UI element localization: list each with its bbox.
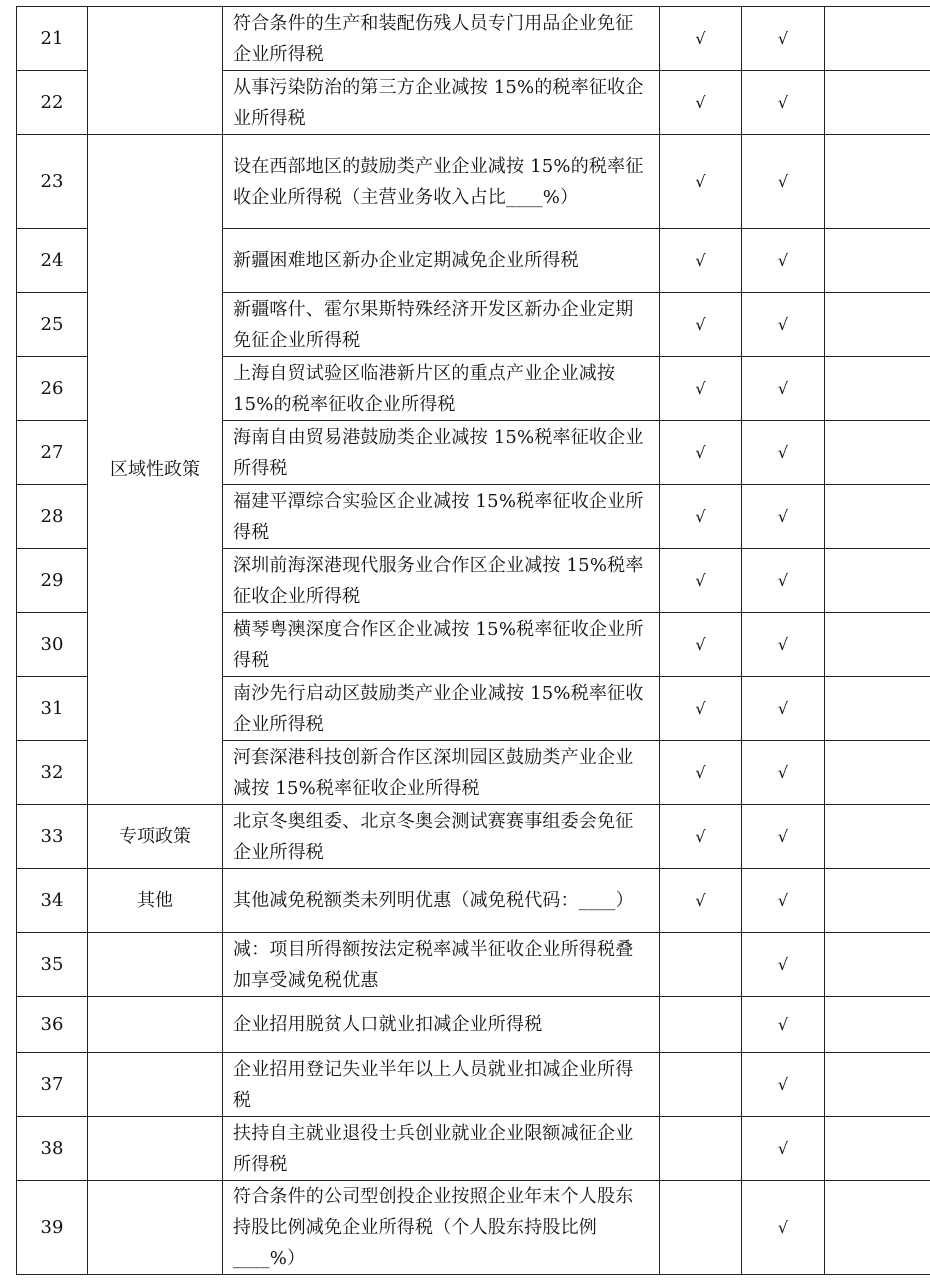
check-cell-1 <box>660 1181 742 1275</box>
check-cell-2 <box>742 1117 825 1181</box>
check-mark-icon: √ <box>777 827 789 846</box>
empty-cell <box>825 421 930 485</box>
row-number: 30 <box>17 613 88 677</box>
check-cell-2 <box>742 869 825 933</box>
check-mark-icon: √ <box>777 1015 789 1034</box>
check-mark-icon: √ <box>777 315 789 334</box>
check-mark-icon: √ <box>777 571 789 590</box>
check-cell-2 <box>742 357 825 421</box>
check-cell-1 <box>660 421 742 485</box>
check-cell-1 <box>660 805 742 869</box>
check-mark-icon: √ <box>777 635 789 654</box>
check-mark-icon: √ <box>777 891 789 910</box>
row-description: 企业招用登记失业半年以上人员就业扣减企业所得税 <box>223 1053 660 1117</box>
empty-cell <box>825 677 930 741</box>
category-cell-empty <box>88 7 223 135</box>
check-cell-2 <box>742 805 825 869</box>
check-mark-icon: √ <box>695 379 706 398</box>
check-mark-icon: √ <box>695 571 706 590</box>
row-number: 28 <box>17 485 88 549</box>
row-description: 符合条件的公司型创投企业按照企业年末个人股东持股比例减免企业所得税（个人股东持股比例____%） <box>223 1181 660 1275</box>
category-cell-empty <box>88 933 223 997</box>
check-mark-icon: √ <box>777 251 789 270</box>
row-number: 31 <box>17 677 88 741</box>
check-cell-2 <box>742 229 825 293</box>
row-description: 深圳前海深港现代服务业合作区企业减按 15%税率征收企业所得税 <box>223 549 660 613</box>
empty-cell <box>825 1181 930 1275</box>
check-mark-icon: √ <box>777 763 789 782</box>
table-row <box>17 7 930 71</box>
category-special: 专项政策 <box>88 805 223 869</box>
check-cell-2 <box>742 677 825 741</box>
empty-cell <box>825 7 930 71</box>
check-cell-1 <box>660 1117 742 1181</box>
row-description: 减：项目所得额按法定税率减半征收企业所得税叠加享受减免税优惠 <box>223 933 660 997</box>
check-cell-1 <box>660 135 742 229</box>
row-number: 26 <box>17 357 88 421</box>
check-mark-icon: √ <box>695 443 706 462</box>
empty-cell <box>825 613 930 677</box>
check-cell-1 <box>660 741 742 805</box>
check-cell-2 <box>742 293 825 357</box>
row-number: 27 <box>17 421 88 485</box>
row-number: 34 <box>17 869 88 933</box>
row-number: 21 <box>17 7 88 71</box>
empty-cell <box>825 869 930 933</box>
table-row <box>17 805 930 869</box>
empty-cell <box>825 357 930 421</box>
check-mark-icon: √ <box>695 827 706 846</box>
row-description: 上海自贸试验区临港新片区的重点产业企业减按 15%的税率征收企业所得税 <box>223 357 660 421</box>
row-description: 扶持自主就业退役士兵创业就业企业限额减征企业所得税 <box>223 1117 660 1181</box>
check-cell-2 <box>742 1181 825 1275</box>
check-cell-2 <box>742 613 825 677</box>
empty-cell <box>825 1117 930 1181</box>
category-cell-empty <box>88 997 223 1053</box>
check-mark-icon: √ <box>777 172 789 191</box>
row-number: 24 <box>17 229 88 293</box>
check-cell-1 <box>660 613 742 677</box>
check-cell-2 <box>742 71 825 135</box>
row-number: 39 <box>17 1181 88 1275</box>
row-number: 35 <box>17 933 88 997</box>
row-description: 符合条件的生产和装配伤残人员专门用品企业免征企业所得税 <box>223 7 660 71</box>
check-mark-icon: √ <box>695 29 706 48</box>
row-description: 其他减免税额类未列明优惠（减免税代码：____） <box>223 869 660 933</box>
empty-cell <box>825 741 930 805</box>
check-cell-1 <box>660 7 742 71</box>
check-cell-1 <box>660 357 742 421</box>
row-number: 38 <box>17 1117 88 1181</box>
table-row <box>17 135 930 229</box>
category-cell-empty <box>88 1053 223 1117</box>
empty-cell <box>825 71 930 135</box>
check-cell-1 <box>660 1053 742 1117</box>
check-cell-1 <box>660 869 742 933</box>
empty-cell <box>825 135 930 229</box>
row-description: 新疆困难地区新办企业定期减免企业所得税 <box>223 229 660 293</box>
check-cell-2 <box>742 741 825 805</box>
check-cell-2 <box>742 485 825 549</box>
empty-cell <box>825 1053 930 1117</box>
row-description: 福建平潭综合实验区企业减按 15%税率征收企业所得税 <box>223 485 660 549</box>
check-cell-1 <box>660 549 742 613</box>
table-row <box>17 1053 930 1117</box>
check-mark-icon: √ <box>695 763 706 782</box>
check-cell-2 <box>742 997 825 1053</box>
row-description: 河套深港科技创新合作区深圳园区鼓励类产业企业减按 15%税率征收企业所得税 <box>223 741 660 805</box>
category-cell-empty <box>88 1117 223 1181</box>
table-row <box>17 933 930 997</box>
empty-cell <box>825 933 930 997</box>
check-cell-1 <box>660 293 742 357</box>
check-mark-icon: √ <box>777 379 789 398</box>
check-mark-icon: √ <box>695 891 706 910</box>
check-mark-icon: √ <box>777 955 789 974</box>
row-number: 25 <box>17 293 88 357</box>
row-description: 横琴粤澳深度合作区企业减按 15%税率征收企业所得税 <box>223 613 660 677</box>
check-cell-2 <box>742 1053 825 1117</box>
check-cell-2 <box>742 7 825 71</box>
check-mark-icon: √ <box>695 251 706 270</box>
check-cell-2 <box>742 549 825 613</box>
empty-cell <box>825 485 930 549</box>
check-mark-icon: √ <box>695 635 706 654</box>
check-cell-2 <box>742 421 825 485</box>
check-cell-2 <box>742 135 825 229</box>
check-mark-icon: √ <box>777 29 789 48</box>
check-mark-icon: √ <box>695 172 706 191</box>
row-description: 南沙先行启动区鼓励类产业企业减按 15%税率征收企业所得税 <box>223 677 660 741</box>
empty-cell <box>825 997 930 1053</box>
empty-cell <box>825 293 930 357</box>
table-row <box>17 1117 930 1181</box>
check-cell-1 <box>660 997 742 1053</box>
policy-table <box>16 6 930 1275</box>
check-mark-icon: √ <box>777 93 789 112</box>
row-number: 33 <box>17 805 88 869</box>
row-number: 29 <box>17 549 88 613</box>
check-mark-icon: √ <box>695 315 706 334</box>
category-other: 其他 <box>88 869 223 933</box>
check-cell-1 <box>660 71 742 135</box>
check-mark-icon: √ <box>777 443 789 462</box>
empty-cell <box>825 805 930 869</box>
check-mark-icon: √ <box>695 93 706 112</box>
category-cell-empty <box>88 1181 223 1275</box>
check-mark-icon: √ <box>777 507 789 526</box>
row-number: 37 <box>17 1053 88 1117</box>
table-row <box>17 997 930 1053</box>
row-number: 36 <box>17 997 88 1053</box>
check-cell-1 <box>660 485 742 549</box>
check-cell-1 <box>660 229 742 293</box>
check-mark-icon: √ <box>777 1218 789 1237</box>
empty-cell <box>825 229 930 293</box>
empty-cell <box>825 549 930 613</box>
row-description: 设在西部地区的鼓励类产业企业减按 15%的税率征收企业所得税（主营业务收入占比____%） <box>223 135 660 229</box>
row-number: 32 <box>17 741 88 805</box>
check-cell-2 <box>742 933 825 997</box>
row-description: 海南自由贸易港鼓励类企业减按 15%税率征收企业所得税 <box>223 421 660 485</box>
table-row <box>17 1181 930 1275</box>
row-description: 从事污染防治的第三方企业减按 15%的税率征收企业所得税 <box>223 71 660 135</box>
category-regional: 区域性政策 <box>88 135 223 805</box>
row-description: 新疆喀什、霍尔果斯特殊经济开发区新办企业定期免征企业所得税 <box>223 293 660 357</box>
table-row <box>17 869 930 933</box>
check-mark-icon: √ <box>777 699 789 718</box>
check-mark-icon: √ <box>695 507 706 526</box>
check-mark-icon: √ <box>777 1139 789 1158</box>
row-number: 22 <box>17 71 88 135</box>
row-description: 北京冬奥组委、北京冬奥会测试赛赛事组委会免征企业所得税 <box>223 805 660 869</box>
row-number: 23 <box>17 135 88 229</box>
row-description: 企业招用脱贫人口就业扣减企业所得税 <box>223 997 660 1053</box>
check-cell-1 <box>660 933 742 997</box>
check-cell-1 <box>660 677 742 741</box>
check-mark-icon: √ <box>777 1075 789 1094</box>
check-mark-icon: √ <box>695 699 706 718</box>
